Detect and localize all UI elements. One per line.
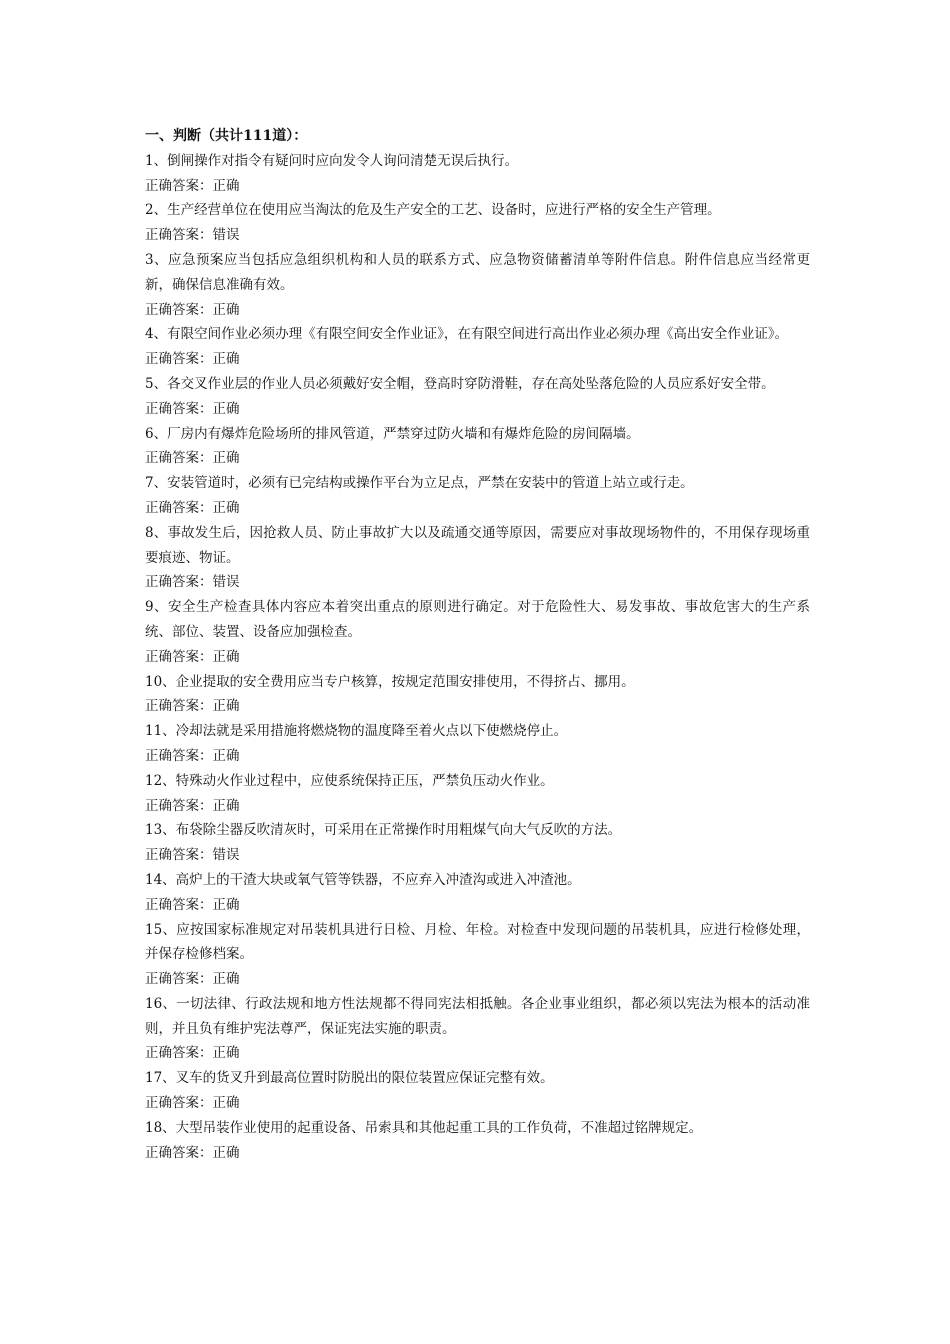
answer-value: 正确 xyxy=(212,896,240,913)
question-text: 17、叉车的货叉升到最高位置时防脱出的限位装置应保证完整有效。 xyxy=(145,1070,554,1087)
answer-line xyxy=(145,1091,810,1116)
answer-label: 正确答案： xyxy=(145,177,213,194)
answer-value: 错误 xyxy=(212,847,240,864)
answer-line xyxy=(145,794,810,819)
answer-value: 正确 xyxy=(212,971,240,988)
answer-value: 正确 xyxy=(212,177,240,194)
question-text: 1、倒闸操作对指令有疑问时应向发令人询问清楚无误后执行。 xyxy=(145,152,519,169)
question-list xyxy=(145,149,810,1166)
answer-line xyxy=(145,744,810,769)
answer-value: 错误 xyxy=(212,574,240,591)
answer-label: 正确答案： xyxy=(145,896,213,913)
answer-label: 正确答案： xyxy=(145,648,213,665)
question-text: 12、特殊动火作业过程中，应使系统保持正压，严禁负压动火作业。 xyxy=(145,772,554,789)
answer-line xyxy=(145,645,810,670)
question-text: 13、布袋除尘器反吹清灰时，可采用在正常操作时用粗煤气向大气反吹的方法。 xyxy=(145,822,622,839)
answer-label: 正确答案： xyxy=(145,301,213,318)
answer-line xyxy=(145,174,810,199)
answer-line xyxy=(145,298,810,323)
section-title: 一、判断（共计111道）： xyxy=(145,128,308,144)
answer-line xyxy=(145,967,810,992)
answer-line xyxy=(145,446,810,471)
answer-label: 正确答案： xyxy=(145,747,213,764)
answer-label: 正确答案： xyxy=(145,1095,213,1112)
answer-line xyxy=(145,570,810,595)
document-page xyxy=(145,124,810,1165)
answer-line xyxy=(145,694,810,719)
answer-line xyxy=(145,496,810,521)
answer-line xyxy=(145,1041,810,1066)
question-text: 11、冷却法就是采用措施将燃烧物的温度降至着火点以下使燃烧停止。 xyxy=(145,723,568,740)
answer-value: 正确 xyxy=(212,1095,240,1112)
answer-value: 正确 xyxy=(212,400,240,417)
answer-value: 错误 xyxy=(212,227,240,244)
answer-value: 正确 xyxy=(212,1144,240,1161)
answer-label: 正确答案： xyxy=(145,351,213,368)
answer-label: 正确答案： xyxy=(145,499,213,516)
question-text: 15、应按国家标准规定对吊装机具进行日检、月检、年检。对检查中发现问题的吊装机具，应进行检修处理，并保存检修档案。 xyxy=(145,921,810,963)
answer-line xyxy=(145,893,810,918)
question-text: 18、大型吊装作业使用的起重设备、吊索具和其他起重工具的工作负荷，不准超过铭牌规定。 xyxy=(145,1119,703,1136)
question-text: 4、有限空间作业必须办理《有限空间安全作业证》，在有限空间进行高出作业必须办理《高出安全作业证》。 xyxy=(145,326,789,343)
answer-label: 正确答案： xyxy=(145,1144,213,1161)
question-text: 14、高炉上的干渣大块或氧气管等铁器，不应弃入冲渣沟或进入冲渣池。 xyxy=(145,871,581,888)
answer-value: 正确 xyxy=(212,747,240,764)
answer-line xyxy=(145,1141,810,1166)
answer-value: 正确 xyxy=(212,301,240,318)
answer-value: 正确 xyxy=(212,698,240,715)
answer-label: 正确答案： xyxy=(145,797,213,814)
answer-line xyxy=(145,843,810,868)
answer-line xyxy=(145,397,810,422)
answer-value: 正确 xyxy=(212,450,240,467)
answer-label: 正确答案： xyxy=(145,450,213,467)
question-text: 16、一切法律、行政法规和地方性法规都不得同宪法相抵触。各企业事业组织，都必须以宪法为根本的活动准则，并且负有维护宪法尊严，保证宪法实施的职责。 xyxy=(145,995,810,1037)
answer-value: 正确 xyxy=(212,797,240,814)
answer-label: 正确答案： xyxy=(145,971,213,988)
answer-value: 正确 xyxy=(212,648,240,665)
answer-label: 正确答案： xyxy=(145,1045,213,1062)
question-text: 8、事故发生后，因抢救人员、防止事故扩大以及疏通交通等原因，需要应对事故现场物件的，不用保存现场重要痕迹、物证。 xyxy=(145,524,810,566)
answer-value: 正确 xyxy=(212,351,240,368)
answer-label: 正确答案： xyxy=(145,698,213,715)
question-text: 9、安全生产检查具体内容应本着突出重点的原则进行确定。对于危险性大、易发事故、事故危害大的生产系统、部位、装置、设备应加强检查。 xyxy=(145,599,810,640)
question-text: 6、厂房内有爆炸危险场所的排风管道，严禁穿过防火墙和有爆炸危险的房间隔墙。 xyxy=(145,425,640,442)
answer-value: 正确 xyxy=(212,499,240,516)
question-text: 7、安装管道时，必须有已完结构或操作平台为立足点，严禁在安装中的管道上站立或行走。 xyxy=(145,475,694,492)
answer-value: 正确 xyxy=(212,1045,240,1062)
answer-label: 正确答案： xyxy=(145,847,213,864)
answer-label: 正确答案： xyxy=(145,400,213,417)
answer-label: 正确答案： xyxy=(145,574,213,591)
question-text: 10、企业提取的安全费用应当专户核算，按规定范围安排使用，不得挤占、挪用。 xyxy=(145,673,635,690)
answer-line xyxy=(145,223,810,248)
answer-line xyxy=(145,347,810,372)
answer-label: 正确答案： xyxy=(145,227,213,244)
question-text: 2、生产经营单位在使用应当淘汰的危及生产安全的工艺、设备时，应进行严格的安全生产管理。 xyxy=(145,202,721,219)
question-text: 5、各交叉作业层的作业人员必须戴好安全帽，登高时穿防滑鞋，存在高处坠落危险的人员应系好安全带。 xyxy=(145,375,775,392)
question-text: 3、应急预案应当包括应急组织机构和人员的联系方式、应急物资储蓄清单等附件信息。附件信息应当经常更新，确保信息准确有效。 xyxy=(145,251,810,293)
